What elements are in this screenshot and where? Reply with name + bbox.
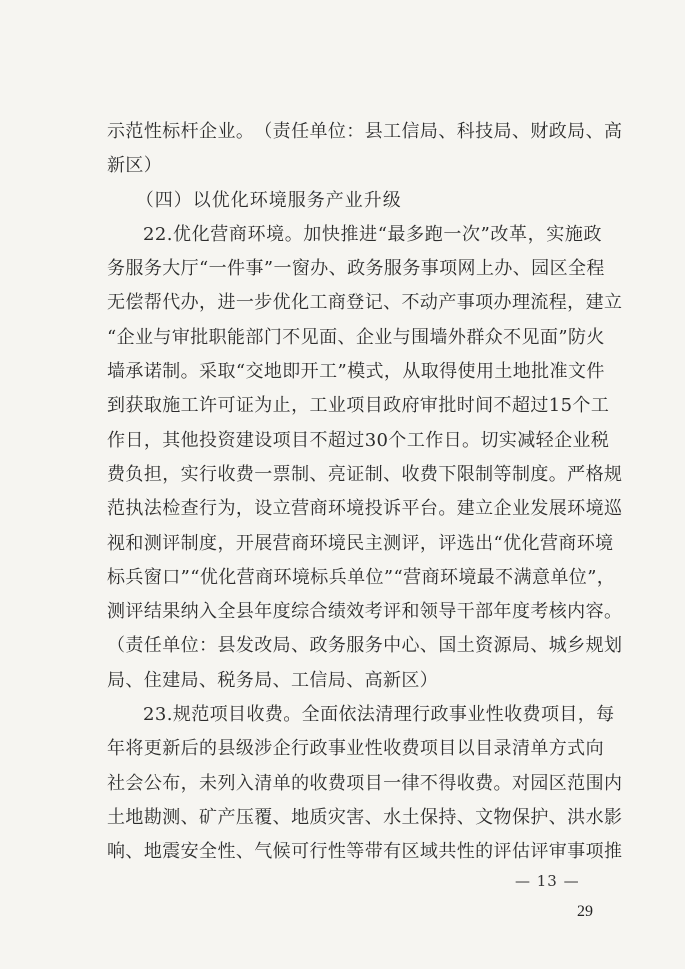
text-line: 到 获 取 施 工 许 可 证 为 止 ， 工 业 项 目 政 府 审 批 时 间 不 超 过 15 个 工 [107,395,610,417]
text-line: 土 地 勘 测 、 矿 产 压 覆 、 地 质 灾 害 、 水 土 保 持 、 文 物 保 护 、 洪 水 影 [107,806,623,828]
text-line: 响 、 地 震 安 全 性 、 气 候 可 行 性 等 带 有 区 域 共 性 的 评 估 评 审 事 项 推 [107,841,623,863]
text-line: 标 兵 窗 口 ” “ 优 化 营 商 环 境 标 兵 单 位 ” “ 营 商 环 境 最 不 满 意 单 位 ” ， [107,566,616,588]
text-line: 费 负 担 ， 实 行 收 费 一 票 制 、 亮 证 制 、 收 费 下 限 制 等 制 度 。 严 格 规 [107,463,623,485]
text-line: 视 和 测 评 制 度 ， 开 展 营 商 环 境 民 主 测 评 ， 评 选 出 “ 优 化 营 商 环 境 [107,532,614,554]
text-line: 示 范 性 标 杆 企 业 。 （ 责 任 单 位 ： 县 工 信 局 、 科 技 局 、 财 政 局 、 高 [107,121,623,142]
text-line: 无 偿 帮 代 办 ， 进 一 步 优 化 工 商 登 记 、 不 动 产 事 项 办 理 流 程 ， 建 立 [107,292,623,314]
page-folio: — 13 — [515,872,580,890]
body-text [107,115,623,870]
text-line: 墙 承 诺 制 。 采 取 “ 交 地 即 开 工 ” 模 式 ， 从 取 得 使 用 土 地 批 准 文 件 [107,361,605,383]
text-line: 局、住建局、税务局、工信局、高新区） [107,669,439,691]
text-line: 新区） [107,155,163,177]
text-line: 作 日 ， 其 他 投 资 建 设 项 目 不 超 过 30 个 工 作 日 。 切 实 减 轻 企 业 税 [107,429,610,451]
text-line: 范 执 法 检 查 行 为 ， 设 立 营 商 环 境 投 诉 平 台 。 建 立 企 业 发 展 环 境 巡 [107,498,623,520]
text-line: 务 服 务 大 厅 “ 一 件 事 ” 一 窗 办 、 政 务 服 务 事 项 网 上 办 、 园 区 全 程 [107,258,605,280]
text-line: 社 会 公 布 ， 未 列 入 清 单 的 收 费 项 目 一 律 不 得 收 费 。 对 园 区 范 围 内 [107,772,623,794]
text-line: “ 企 业 与 审 批 职 能 部 门 不 见 面 、 企 业 与 围 墙 外 群 众 不 见 面 ” 防 火 [107,326,605,348]
sheet-number: 29 [577,903,593,920]
section-heading: （四）以优化环境服务产业升级 [135,189,402,211]
text-line: 年 将 更 新 后 的 县 级 涉 企 行 政 事 业 性 收 费 项 目 以 目 录 清 单 方 式 向 [107,738,604,760]
paragraph-first-line: 23. 规 范 项 目 收 费 。 全 面 依 法 清 理 行 政 事 业 性 收 费 项 目 ， 每 [143,704,615,726]
paragraph-first-line: 22. 优 化 营 商 环 境 。 加 快 推 进 “ 最 多 跑 一 次 ” 改 革 ， 实 施 政 [143,223,602,245]
text-line: 测 评 结 果 纳 入 全 县 年 度 综 合 绩 效 考 评 和 领 导 干 部 年 度 考 核 内 容 。 [107,601,623,623]
text-line: （ 责 任 单 位 ： 县 发 改 局 、 政 务 服 务 中 心 、 国 土 资 源 局 、 城 乡 规 划 [107,635,623,657]
